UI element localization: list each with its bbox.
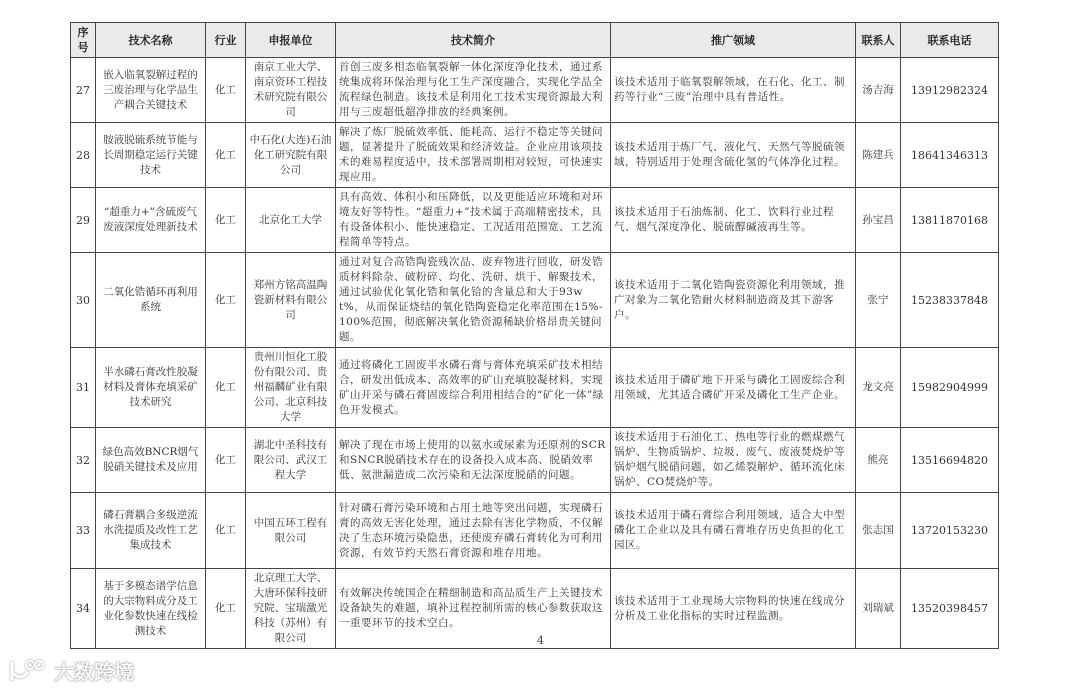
- tech-intro: 针对磷石膏污染环境和占用土地等突出问题，实现磷石膏的高效无害化处理，通过去除有害化学物质，不仅解决了生态环境污染隐患，还使废弃磷石膏转化为可利用资源，有效节约天然石膏资源和堆存用地。: [336, 493, 611, 569]
- row-number: 31: [71, 348, 96, 428]
- tech-name: 基于多模态谱学信息的大宗物料成分及工业化参数快速在线检测技术: [96, 569, 206, 649]
- applicant-unit: 湖北中圣科技有限公司、武汉工程大学: [246, 428, 336, 493]
- table-row: [71, 58, 999, 123]
- table-row: [71, 428, 999, 493]
- table-row: [71, 569, 999, 649]
- table-row: [71, 188, 999, 253]
- application-field: 该技术适用于临氧裂解领域，在石化、化工、制药等行业“三废”治理中具有普适性。: [611, 58, 856, 123]
- tech-name: 磷石膏耦合多级逆流水洗提质及改性工艺集成技术: [96, 493, 206, 569]
- application-field: 该技术适用于石油炼制、化工、饮料行业过程气、烟气深度净化、脱硫醇碱液再生等。: [611, 188, 856, 253]
- table-header-row: [71, 23, 999, 58]
- industry: 化工: [206, 188, 246, 253]
- tech-intro: 解决了现在市场上使用的以氨水或尿素为还原剂的SCR和SNCR脱硝技术存在的设备投入成本高、脱硝效率低、氨泄漏造成二次污染和无法深度脱硝的问题。: [336, 428, 611, 493]
- tech-intro: 有效解决传统国企在精细制造和高品质生产上关键技术设备缺失的难题，填补过程控制所需的核心参数获取这一重要环节的技术空白。: [336, 569, 611, 649]
- row-number: 34: [71, 569, 96, 649]
- application-field: 该技术适用于工业现场大宗物料的快速在线成分分析及工业化指标的实时过程监测。: [611, 569, 856, 649]
- industry: 化工: [206, 428, 246, 493]
- application-field: 该技术适用于磷石膏综合利用领域，适合大中型磷化工企业以及具有磷石膏堆存历史负担的化工园区。: [611, 493, 856, 569]
- header-name: 技术名称: [96, 23, 206, 58]
- application-field: 该技术适用于石油化工、热电等行业的燃煤燃气锅炉、生物质锅炉、垃圾、废气、废液焚烧炉等锅炉烟气脱硝问题，如乙烯裂解炉、循环流化床锅炉、CO焚烧炉等。: [611, 428, 856, 493]
- tech-intro: 通过对复合高锆陶瓷残次品、废弃物进行回收，研发锆质材料除杂、破粉碎、均化、洗研、烘干、解聚技术，通过试验优化氧化锆和氧化铪的含量总和大于93wt%，从而保证烧结的氧化锆陶瓷稳定化率范围在15%-100%范围，彻底解决氧化锆资源稀缺价格昂贵关键问题。: [336, 253, 611, 348]
- contact-phone: 13520398457: [901, 569, 999, 649]
- application-field: 该技术适用于二氧化锆陶瓷资源化利用领域，推广对象为二氧化锆耐火材料制造商及其下游客户。: [611, 253, 856, 348]
- header-no: 序号: [71, 23, 96, 58]
- tech-name: 二氧化锆循环再利用系统: [96, 253, 206, 348]
- contact-phone: 15982904999: [901, 348, 999, 428]
- applicant-unit: 贵州川恒化工股份有限公司、贵州福麟矿业有限公司、北京科技大学: [246, 348, 336, 428]
- contact-person: 熊亮: [856, 428, 901, 493]
- industry: 化工: [206, 253, 246, 348]
- contact-phone: 13516694820: [901, 428, 999, 493]
- industry: 化工: [206, 348, 246, 428]
- watermark-text: 大数跨境: [54, 660, 134, 684]
- watermark-logo: [8, 656, 134, 685]
- application-field: 该技术适用于炼厂气、液化气、天然气等脱硫领域，特别适用于处理含硫化氢的气体净化过程。: [611, 123, 856, 188]
- tech-name: 半水磷石膏改性胶凝材料及膏体充填采矿技术研究: [96, 348, 206, 428]
- table-row: [71, 348, 999, 428]
- row-number: 29: [71, 188, 96, 253]
- contact-person: 张志国: [856, 493, 901, 569]
- industry: 化工: [206, 123, 246, 188]
- contact-phone: 13912982324: [901, 58, 999, 123]
- contact-phone: 18641346313: [901, 123, 999, 188]
- applicant-unit: 中石化(大连)石油化工研究院有限公司: [246, 123, 336, 188]
- row-number: 27: [71, 58, 96, 123]
- contact-phone: 13811870168: [901, 188, 999, 253]
- row-number: 32: [71, 428, 96, 493]
- contact-phone: 13720153230: [901, 493, 999, 569]
- table-row: [71, 253, 999, 348]
- row-number: 30: [71, 253, 96, 348]
- table-row: [71, 123, 999, 188]
- header-field: 推广领域: [611, 23, 856, 58]
- contact-person: 龙文亮: [856, 348, 901, 428]
- table-row: [71, 493, 999, 569]
- header-contact: 联系人: [856, 23, 901, 58]
- tech-name: 绿色高效BNCR烟气脱硝关键技术及应用: [96, 428, 206, 493]
- industry: 化工: [206, 58, 246, 123]
- applicant-unit: 郑州方铭高温陶瓷新材料有限公司: [246, 253, 336, 348]
- page-number: 4: [537, 634, 544, 647]
- applicant-unit: 南京工业大学、南京资环工程技术研究院有限公司: [246, 58, 336, 123]
- tech-name: 嵌入临氧裂解过程的三废治理与化学品生产耦合关键技术: [96, 58, 206, 123]
- header-industry: 行业: [206, 23, 246, 58]
- row-number: 33: [71, 493, 96, 569]
- contact-person: 张宁: [856, 253, 901, 348]
- technology-table: [70, 22, 999, 649]
- tech-intro: 解决了炼厂脱硫效率低、能耗高、运行不稳定等关键问题，显著提升了脱硫效果和经济效益。企业应用该项技术的难易程度适中，技术部署周期相对较短，可快速实现应用。: [336, 123, 611, 188]
- application-field: 该技术适用于磷矿地下开采与磷化工固废综合利用领域，尤其适合磷矿开采及磷化工生产企业。: [611, 348, 856, 428]
- header-intro: 技术简介: [336, 23, 611, 58]
- applicant-unit: 北京理工大学、大唐环保科技研究院、宝瑞激光科技（苏州）有限公司: [246, 569, 336, 649]
- tech-intro: 首创三废多相态临氧裂解一体化深度净化技术，通过系统集成将环保治理与化工生产深度融合，实现化学品全流程绿色制造。该技术是利用化工技术实现资源最大利用与三废超低超净排放的经典案例。: [336, 58, 611, 123]
- tech-name: 胺液脱硫系统节能与长周期稳定运行关键技术: [96, 123, 206, 188]
- tech-name: “超重力+”含硫废气废液深度处理新技术: [96, 188, 206, 253]
- contact-person: 陈建兵: [856, 123, 901, 188]
- header-unit: 申报单位: [246, 23, 336, 58]
- logo-icon: [8, 658, 48, 684]
- industry: 化工: [206, 569, 246, 649]
- tech-intro: 通过将磷化工固废半水磷石膏与膏体充填采矿技术相结合，研发出低成本、高效率的矿山充填胶凝材料，实现矿山开采与磷石膏固废综合利用相结合的“矿化一体”绿色开发模式。: [336, 348, 611, 428]
- tech-intro: 具有高效、体积小和压降低，以及更能适应环境和对环境友好等特性。“超重力+”技术属于高端精密技术，具有设备体积小、能快速稳定、工况适用范围宽、工艺流程简单等特点。: [336, 188, 611, 253]
- contact-person: 汤吉海: [856, 58, 901, 123]
- industry: 化工: [206, 493, 246, 569]
- contact-person: 孙宝昌: [856, 188, 901, 253]
- row-number: 28: [71, 123, 96, 188]
- applicant-unit: 北京化工大学: [246, 188, 336, 253]
- header-phone: 联系电话: [901, 23, 999, 58]
- applicant-unit: 中国五环工程有限公司: [246, 493, 336, 569]
- contact-phone: 15238337848: [901, 253, 999, 348]
- contact-person: 刘瑞斌: [856, 569, 901, 649]
